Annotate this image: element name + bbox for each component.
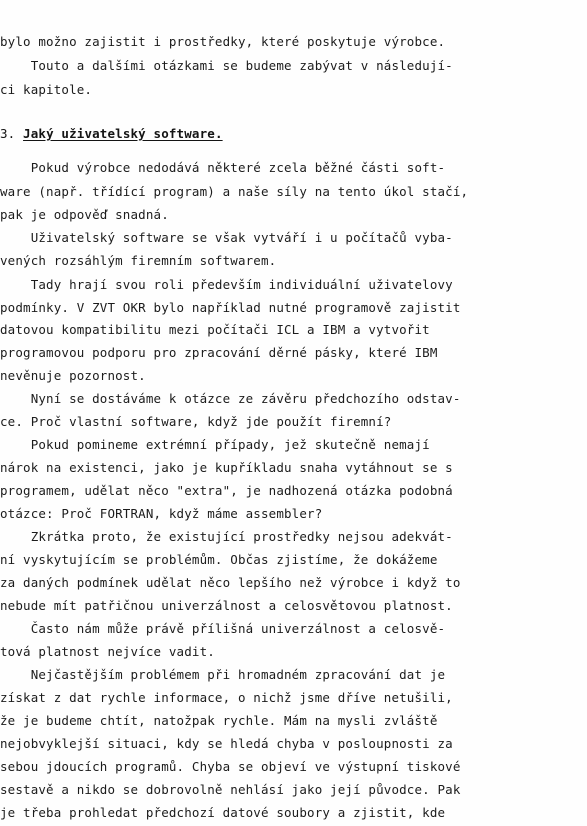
text-line: programem, udělat něco "extra", je nadhozená otázka podobná	[0, 483, 453, 498]
text-line: pak je odpověď snadná.	[0, 207, 169, 222]
text-line: programovou podporu pro zpracování děrné pásky, které IBM	[0, 345, 438, 360]
text-line: Nejčastějším problémem při hromadném zpracování dat je	[0, 667, 446, 682]
section-number: 3.	[0, 126, 16, 141]
text-line: Zkrátka proto, že existující prostředky nejsou adekvát-	[0, 529, 453, 544]
text-line: ware (např. třídící program) a naše síly na tento úkol stačí,	[0, 184, 469, 199]
text-line: že je budeme chtít, natožpak rychle. Mám na mysli zvláště	[0, 713, 438, 728]
text-line: sestavě a nikdo se dobrovolně nehlásí jako její původce. Pak	[0, 782, 461, 797]
text-line: Pokud pomineme extrémní případy, jež skutečně nemají	[0, 437, 430, 452]
text-line: sebou jdoucích programů. Chyba se objeví ve výstupní tiskové	[0, 759, 461, 774]
text-line: Nyní se dostáváme k otázce ze závěru předchozího odstav-	[0, 391, 461, 406]
text-line: ce. Proč vlastní software, když jde použít firemní?	[0, 414, 392, 429]
text-line: za daných podmínek udělat něco lepšího než výrobce i když to	[0, 575, 461, 590]
text-line: podmínky. V ZVT OKR bylo například nutné programově zajistit	[0, 300, 461, 315]
section-title: Jaký uživatelský software.	[23, 126, 223, 141]
section-heading	[0, 126, 223, 142]
text-line: bylo možno zajistit i prostředky, které poskytuje výrobce.	[0, 34, 446, 49]
text-line: ci kapitole.	[0, 82, 93, 97]
text-line: nevěnuje pozornost.	[0, 368, 146, 383]
text-line: Tady hrají svou roli především individuální uživatelovy	[0, 277, 453, 292]
text-line: vených rozsáhlým firemním softwarem.	[0, 253, 277, 268]
text-line: datovou kompatibilitu mezi počítači ICL a IBM a vytvořit	[0, 322, 430, 337]
text-line: Často nám může právě přílišná univerzálnost a celosvě-	[0, 621, 446, 636]
text-line: nárok na existenci, jako je kupříkladu snaha vytáhnout se s	[0, 460, 453, 475]
text-line: Touto a dalšími otázkami se budeme zabývat v následují-	[0, 58, 453, 73]
text-line: Uživatelský software se však vytváří i u počítačů vyba-	[0, 230, 453, 245]
text-line: Pokud výrobce nedodává některé zcela běžné části soft-	[0, 160, 446, 175]
text-line: nejobvyklejší situaci, kdy se hledá chyba v posloupnosti za	[0, 736, 453, 751]
text-line: získat z dat rychle informace, o nichž jsme dříve netušili,	[0, 690, 453, 705]
text-line: tová platnost nejvíce vadit.	[0, 644, 215, 659]
text-line: otázce: Proč FORTRAN, když máme assembler?	[0, 506, 323, 521]
text-line: ní vyskytujícím se problémům. Občas zjistíme, že dokážeme	[0, 552, 438, 567]
text-line: nebude mít patřičnou univerzálnost a celosvětovou platnost.	[0, 598, 453, 613]
text-line: je třeba prohledat předchozí datové soubory a zjistit, kde	[0, 805, 446, 820]
